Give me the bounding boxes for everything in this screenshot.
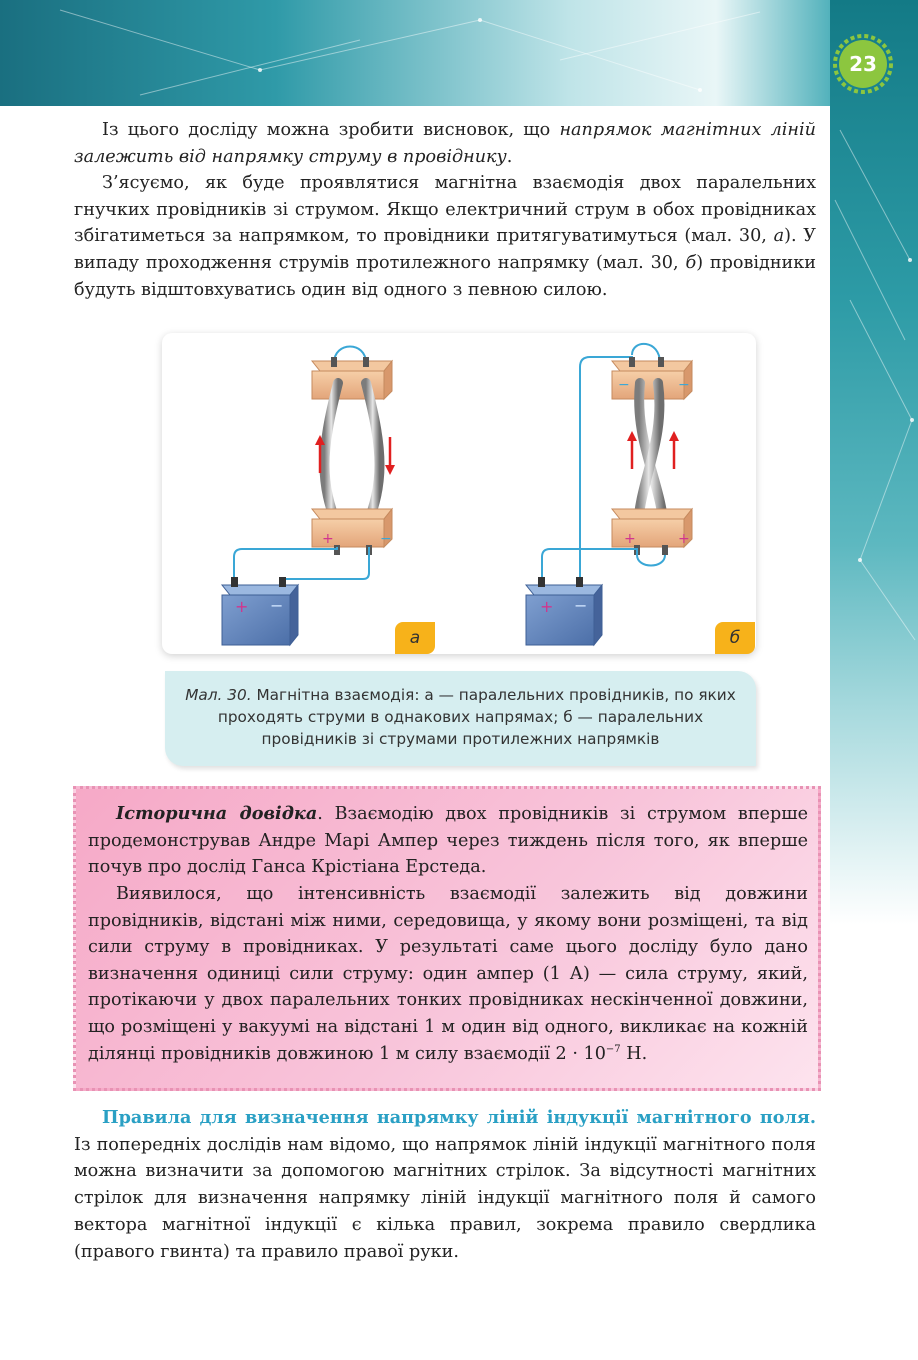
rules-section: Правила для визначення напрямку ліній індукції магнітного поля. Із попередніх дослідів нам відомо, що напрямок ліній індукції магнітного поля можна визначити за допомогою магнітних стрілок. За відсутності магнітних стрілок для визначення напрямку ліній індукції магнітного поля й самого вектора магнітної індукції є кілька правил, зокрема правило свердлика (правого гвинта) та правило правої руки. <box>74 1107 816 1262</box>
svg-text:−: − <box>678 377 690 393</box>
panel-b <box>526 344 692 645</box>
svg-text:+: + <box>678 531 690 547</box>
panel-a <box>222 347 395 646</box>
label-b: б <box>715 622 755 654</box>
paragraph-conclusion: Із цього досліду можна зробити висновок, що напрямок магнітних ліній залежить від напрямку струму в провіднику. <box>74 120 816 167</box>
figure-30 <box>162 333 756 654</box>
svg-text:−: − <box>618 377 630 393</box>
historical-paragraph-2: Виявилося, що інтенсивність взаємодії залежить від довжини провідників, відстані між ними, середовища, у якому вони розміщені, та від сили струму в провідниках. У результаті саме цього досліду було дано визначення одиниці сили струму: один ампер (1 А) — сила струму, який, протікаючи у двох паралельних тонких провідниках нескінченної довжини, що розміщені у вакуумі на відстані 1 м один від одного, викликає на кожній ділянці провідників довжиною 1 м силу взаємодії $2 \cdot 10^{-7}$ Н. <box>88 884 808 1064</box>
conductors-illustration <box>162 333 756 654</box>
svg-text:+: + <box>235 597 249 616</box>
paragraph-interaction: З’ясуємо, як буде проявлятися магнітна взаємодія двох паралельних гнучких провідників зі струмом. Якщо електричний струм в обох провідниках збігатиметься за напрямком, то провідники притягуватимуться (мал. 30, а). У випаду проходження струмів протилежного напрямку (мал. 30, б) провідники будуть відштовхуватись один від одного з певною силою. <box>74 173 817 300</box>
historical-paragraph-1: Історична довідка. Взаємодію двох провідників зі струмом вперше продемонстрував Андре Марі Ампер через тиждень після того, як вперше почув про дослід Ганса Крістіана Ерстеда. <box>88 803 809 878</box>
rules-heading: Правила для визначення напрямку ліній індукції магнітного поля. <box>102 1107 816 1128</box>
svg-text:+: + <box>322 531 334 547</box>
svg-text:+: + <box>540 597 554 616</box>
page-number: 23 <box>849 52 877 76</box>
svg-text:+: + <box>624 531 636 547</box>
svg-text:−: − <box>270 596 284 615</box>
svg-text:−: − <box>380 531 392 547</box>
svg-text:−: − <box>574 596 588 615</box>
figure-caption: Мал. 30. Магнітна взаємодія: а — паралельних провідників, по яких проходять струми в однакових напрямах; б — паралельних провідників зі струмами протилежних напрямків <box>185 686 736 748</box>
label-a: а <box>395 622 435 654</box>
